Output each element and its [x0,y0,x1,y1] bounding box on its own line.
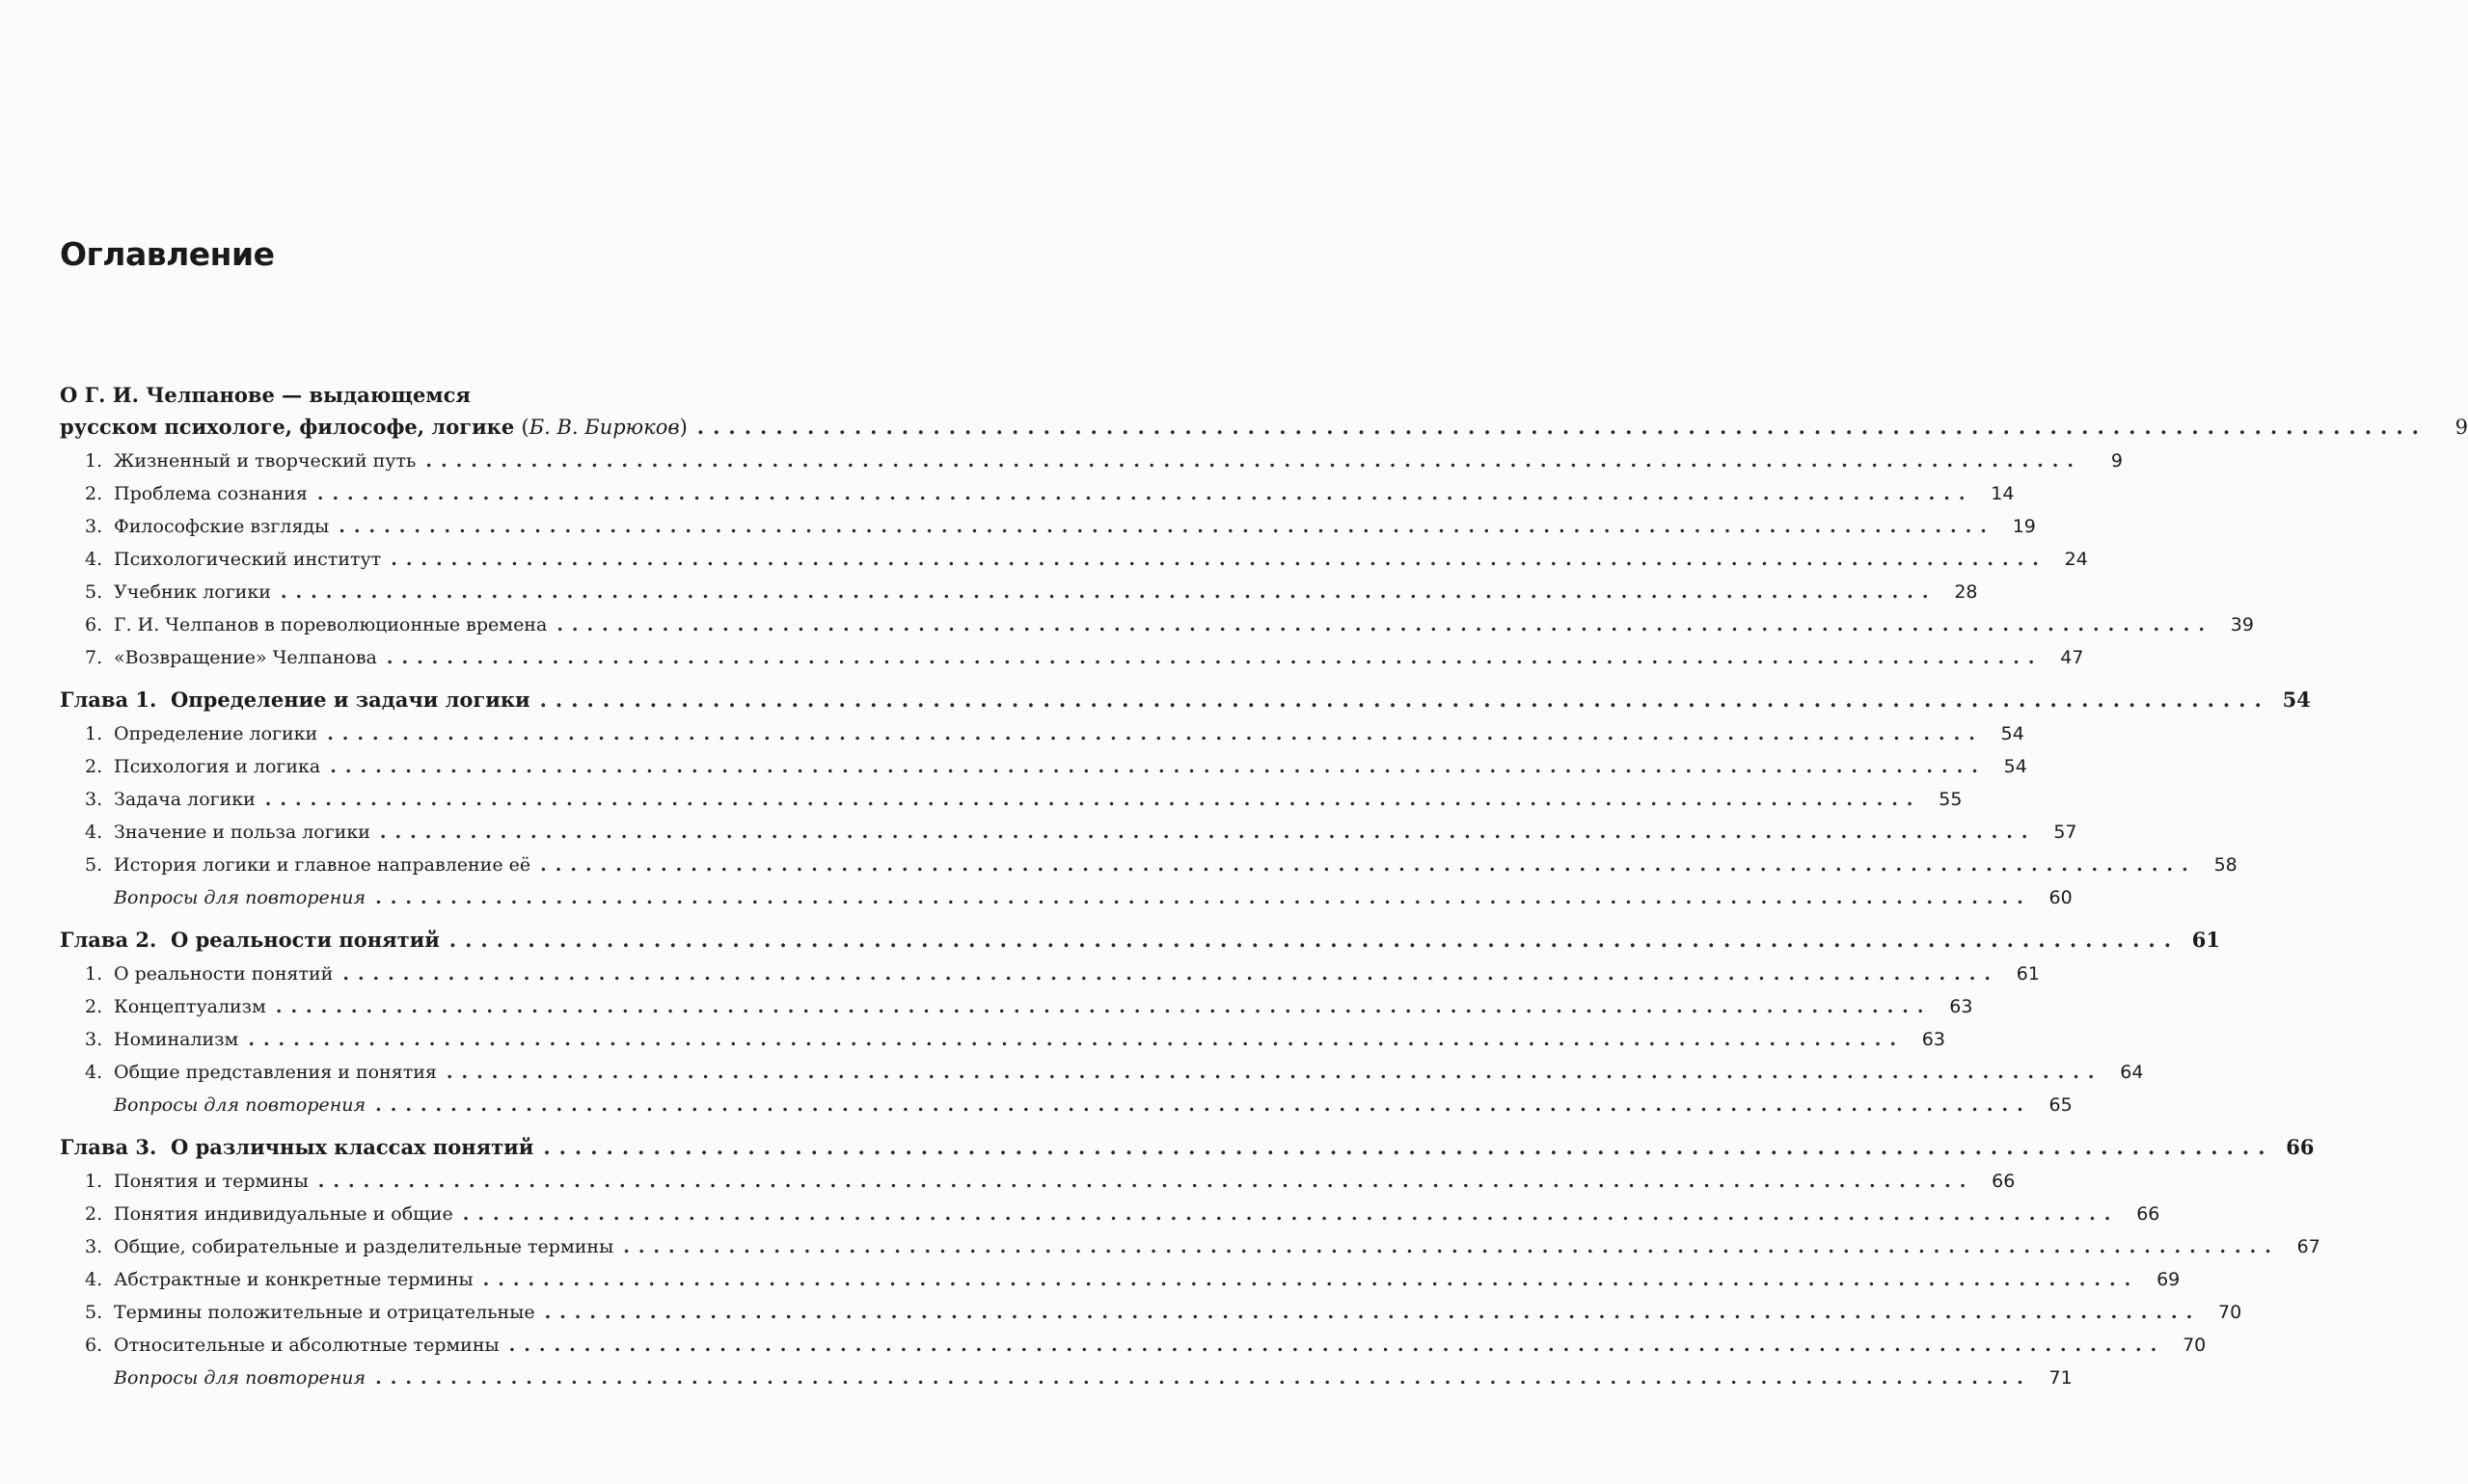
toc-section[interactable] [60,1263,2181,1296]
dot-leader: .............................................................................................................. [248,1029,1905,1050]
toc-section-number: 1. [85,1171,103,1192]
toc-section[interactable] [60,958,2040,990]
toc-chapter-1[interactable] [60,682,2311,717]
toc-page-number: 61 [2016,963,2040,985]
toc-section[interactable] [60,1165,2016,1198]
toc-section-title: Значение и польза логики [114,822,370,843]
toc-page-number: 64 [2120,1062,2144,1083]
toc-section-number: 1. [85,450,103,472]
dot-leader: .............................................................................................................. [544,1302,2202,1323]
toc-section[interactable] [60,1056,2144,1089]
toc-section-number: 6. [85,1335,103,1356]
toc-section-title: Психологический институт [114,549,382,570]
toc-page-number: 54 [2000,723,2024,744]
toc-section[interactable] [60,750,2027,783]
toc-page-number: 71 [2048,1367,2073,1389]
toc-page-number: 57 [2053,822,2077,843]
toc-page-number: 9 [2110,450,2123,472]
toc-section-title: Определение логики [114,723,318,744]
dot-leader: .............................................................................................................. [375,1094,2032,1116]
dot-leader: .............................................................................................................. [379,822,2037,843]
toc-section-number: 2. [85,756,103,777]
toc-entry-author: Б. В. Бирюков [529,416,680,439]
toc-section[interactable] [60,1023,1945,1056]
toc-review-questions-title: Вопросы для повторения [114,1367,366,1389]
toc-page-number: 61 [2191,928,2221,952]
toc-review-questions[interactable] [60,1089,2073,1121]
dot-leader: .............................................................................................................. [543,1135,2274,1159]
toc-chapter-3[interactable] [60,1129,2315,1165]
toc-page-number: 60 [2048,887,2073,908]
toc-page-number: 66 [2286,1135,2315,1159]
toc-section-title: Проблема сознания [114,483,308,504]
toc-section-number: 2. [85,996,103,1017]
toc-page-number: 67 [2296,1236,2320,1257]
toc-section-title: Общие представления и понятия [114,1062,437,1083]
toc-section-number: 5. [85,581,103,603]
toc-section-title: Относительные и абсолютные термины [114,1335,500,1356]
dot-leader: .............................................................................................................. [317,1171,1975,1192]
toc-section[interactable] [60,543,2088,576]
toc-review-questions[interactable] [60,881,2073,914]
toc-page-number: 65 [2048,1094,2073,1116]
toc-section-number: 1. [85,963,103,985]
toc-section-title: «Возвращение» Челпанова [114,647,377,668]
toc-page-number: 70 [2218,1302,2242,1323]
toc-section[interactable] [60,641,2084,674]
table-of-contents [60,381,2468,1394]
dot-leader: .............................................................................................................. [462,1203,2120,1225]
toc-section[interactable] [60,1329,2207,1362]
toc-page-number: 55 [1939,789,1963,810]
toc-section-title: Задача логики [114,789,256,810]
page-title: Оглавление [60,235,275,273]
toc-section-number: 4. [85,1062,103,1083]
toc-section-title: Номинализм [114,1029,239,1050]
toc-section-number: 6. [85,614,103,635]
toc-section-title: Общие, собирательные и разделительные термины [114,1236,614,1257]
toc-chapter-title: Глава 1. Определение и задачи логики [60,688,530,712]
toc-section-title: Понятия индивидуальные и общие [114,1203,453,1225]
toc-section-number: 7. [85,647,103,668]
toc-chapter-title: Глава 3. О различных классах понятий [60,1135,534,1159]
dot-leader: .............................................................................................................. [696,415,2427,439]
toc-entry-title: русском психологе, философе, логике (Б. В. Бирюков) [60,415,688,439]
toc-section[interactable] [60,445,2123,477]
dot-leader: .............................................................................................................. [342,963,1999,985]
toc-section[interactable] [60,990,1973,1023]
toc-section-title: Г. И. Челпанов в пореволюционные времена [114,614,548,635]
toc-page-number: 9 [2454,416,2468,439]
toc-page-number: 69 [2156,1269,2181,1290]
toc-chapter-2[interactable] [60,922,2221,958]
toc-page-number: 70 [2183,1335,2207,1356]
dot-leader: .............................................................................................................. [425,450,2082,472]
toc-page-number: 24 [2064,549,2088,570]
toc-page-number: 66 [1992,1171,2016,1192]
toc-section[interactable] [60,783,1963,816]
toc-page-number: 66 [2136,1203,2160,1225]
toc-section-title: Философские взгляды [114,516,330,537]
toc-section-number: 2. [85,1203,103,1225]
toc-section-number: 1. [85,723,103,744]
dot-leader: .............................................................................................................. [264,789,1922,810]
toc-section[interactable] [60,1230,2320,1263]
toc-section-title: Концептуализм [114,996,266,1017]
toc-section-number: 4. [85,549,103,570]
toc-section-number: 5. [85,1302,103,1323]
dot-leader: .............................................................................................................. [446,1062,2103,1083]
toc-section-number: 3. [85,1029,103,1050]
dot-leader: .............................................................................................................. [316,483,1974,504]
toc-section-number: 3. [85,1236,103,1257]
toc-section-title: О реальности понятий [114,963,334,985]
dot-leader: .............................................................................................................. [330,756,1987,777]
toc-section[interactable] [60,849,2237,881]
toc-review-questions-title: Вопросы для повторения [114,887,366,908]
dot-leader: .............................................................................................................. [508,1335,2166,1356]
toc-section-number: 3. [85,789,103,810]
dot-leader: .............................................................................................................. [375,887,2032,908]
toc-page-number: 39 [2230,614,2254,635]
dot-leader: .............................................................................................................. [540,854,2197,876]
toc-page-number: 14 [1991,483,2015,504]
dot-leader: .............................................................................................................. [623,1236,2280,1257]
toc-section-title: История логики и главное направление её [114,854,531,876]
toc-intro-title-line2[interactable] [60,410,2468,445]
toc-section-title: Учебник логики [114,581,271,603]
toc-intro-title-line1[interactable] [60,381,843,410]
toc-section-title: Жизненный и творческий путь [114,450,417,472]
toc-section-number: 3. [85,516,103,537]
toc-chapter-title: Глава 2. О реальности понятий [60,928,440,952]
dot-leader: .............................................................................................................. [386,647,2044,668]
dot-leader: .............................................................................................................. [375,1367,2032,1389]
toc-section-number: 4. [85,822,103,843]
toc-section-title: Психология и логика [114,756,321,777]
toc-review-questions-title: Вопросы для повторения [114,1094,366,1116]
dot-leader: .............................................................................................................. [280,581,1938,603]
dot-leader: .............................................................................................................. [275,996,1933,1017]
toc-section[interactable] [60,608,2254,641]
dot-leader: .............................................................................................................. [482,1269,2140,1290]
toc-section-number: 4. [85,1269,103,1290]
toc-section-title: Термины положительные и отрицательные [114,1302,535,1323]
toc-section[interactable] [60,477,2015,510]
dot-leader: .............................................................................................................. [556,614,2213,635]
dot-leader: .............................................................................................................. [539,688,2270,712]
toc-page-number: 54 [2282,688,2311,712]
dot-leader: .............................................................................................................. [448,928,2181,952]
toc-section-number: 2. [85,483,103,504]
toc-page-number: 28 [1954,581,1978,603]
toc-section[interactable] [60,1198,2160,1230]
toc-section[interactable] [60,816,2077,849]
toc-section[interactable] [60,1296,2242,1329]
toc-section-number: 5. [85,854,103,876]
toc-section-title: Понятия и термины [114,1171,309,1192]
toc-section[interactable] [60,717,2024,750]
toc-page-number: 63 [1949,996,1973,1017]
toc-section[interactable] [60,576,1978,608]
dot-leader: .............................................................................................................. [391,549,2048,570]
toc-entry-title: О Г. И. Челпанове — выдающемся [60,383,471,407]
toc-page-number: 19 [2012,516,2036,537]
toc-review-questions[interactable] [60,1362,2073,1394]
toc-page-number: 47 [2060,647,2084,668]
dot-leader: .............................................................................................................. [327,723,1984,744]
toc-page-number: 63 [1921,1029,1945,1050]
dot-leader: .............................................................................................................. [339,516,1995,537]
toc-section-title: Абстрактные и конкретные термины [114,1269,474,1290]
toc-page-number: 58 [2213,854,2237,876]
toc-section[interactable] [60,510,2036,543]
toc-page-number: 54 [2003,756,2027,777]
